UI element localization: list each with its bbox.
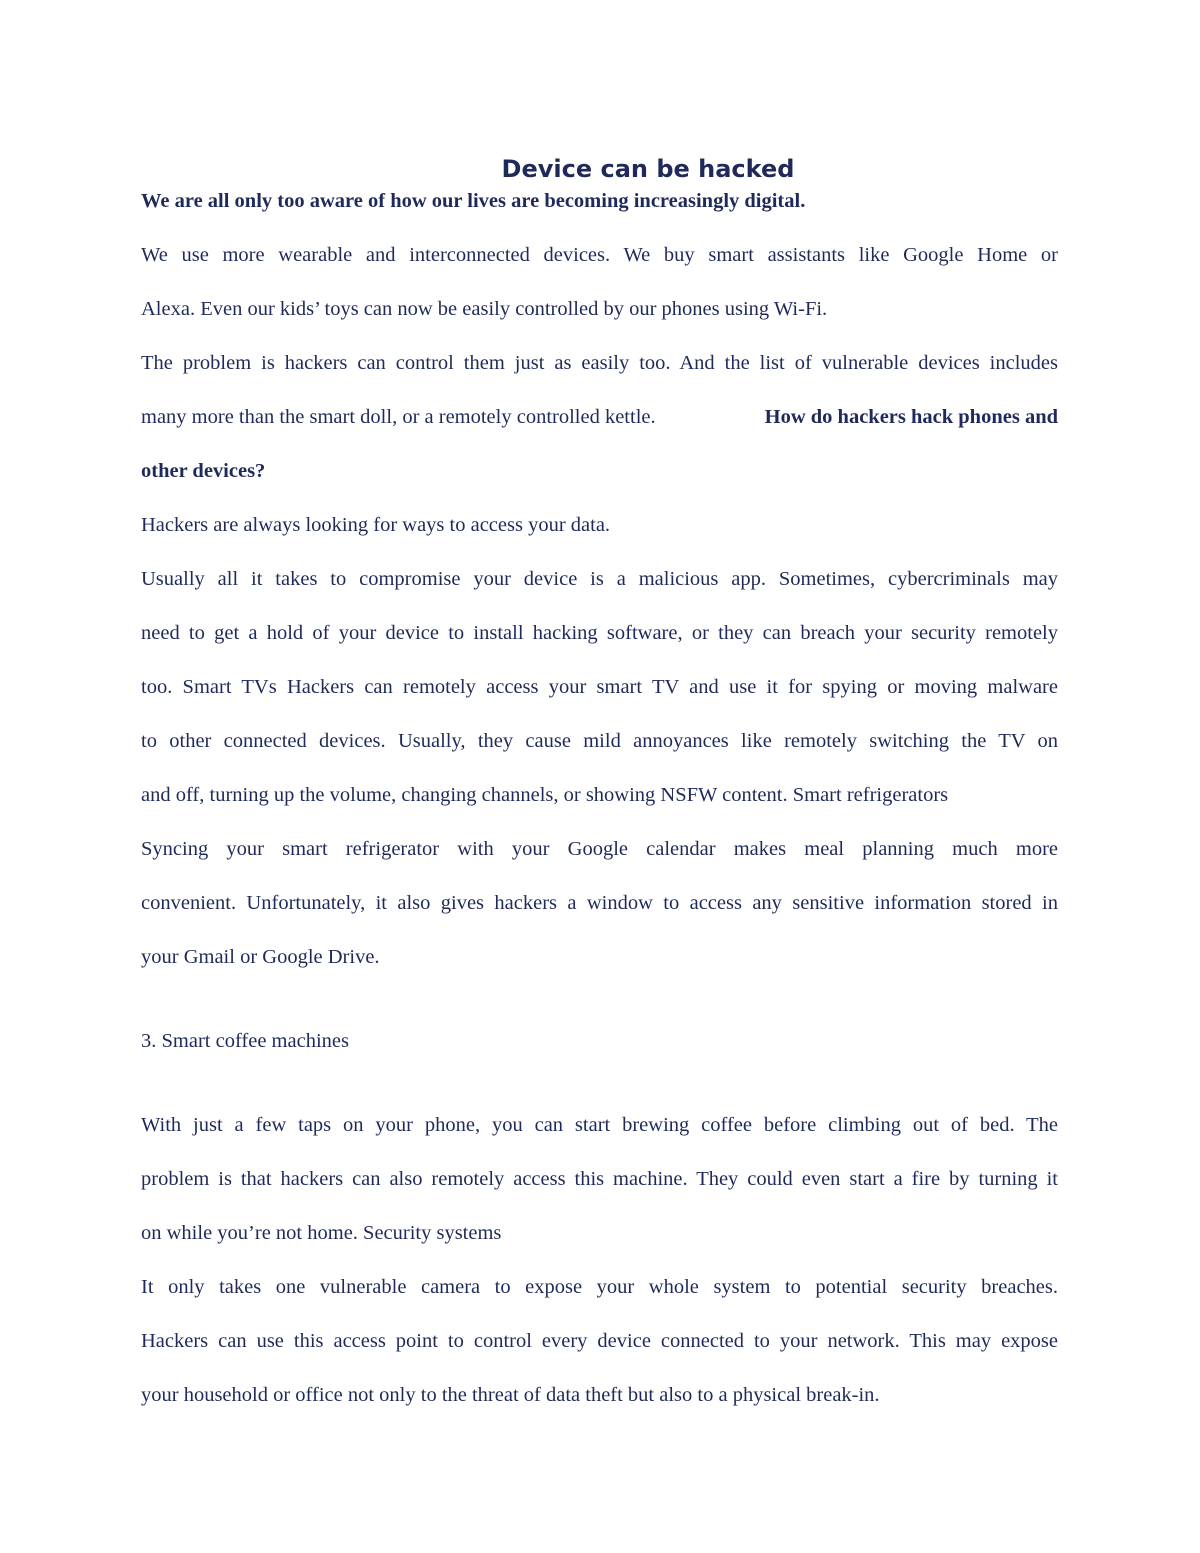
paragraph-line: Usually all it takes to compromise your device is a malicious app. Sometimes, cybercriminals may [141,568,1058,590]
paragraph-line: problem is that hackers can also remotely access this machine. They could even start a fire by turning it [141,1168,1058,1190]
section-heading-coffee-machines: 3. Smart coffee machines [141,1030,349,1052]
intro-bold-line: We are all only too aware of how our lives are becoming increasingly digital. [141,190,806,212]
paragraph-line: Hackers can use this access point to control every device connected to your network. This may expose [141,1330,1058,1352]
paragraph-line: many more than the smart doll, or a remotely controlled kettle. [141,406,656,428]
paragraph-line: on while you’re not home. Security systems [141,1222,502,1244]
paragraph-line: Hackers are always looking for ways to access your data. [141,514,611,536]
paragraph-line: to other connected devices. Usually, they cause mild annoyances like remotely switching the TV on [141,730,1058,752]
paragraph-line: It only takes one vulnerable camera to expose your whole system to potential security breaches. [141,1276,1058,1298]
paragraph-line: The problem is hackers can control them just as easily too. And the list of vulnerable devices includes [141,352,1058,374]
question-heading-part-1: How do hackers hack phones and [764,406,1058,428]
document-title: Device can be hacked [501,155,795,183]
paragraph-line: convenient. Unfortunately, it also gives hackers a window to access any sensitive information stored in [141,892,1058,914]
paragraph-line: need to get a hold of your device to install hacking software, or they can breach your security remotely [141,622,1058,644]
paragraph-line: your Gmail or Google Drive. [141,946,380,968]
paragraph-line: Syncing your smart refrigerator with your Google calendar makes meal planning much more [141,838,1058,860]
paragraph-line: We use more wearable and interconnected devices. We buy smart assistants like Google Home or [141,244,1058,266]
paragraph-line: Alexa. Even our kids’ toys can now be easily controlled by our phones using Wi-Fi. [141,298,828,320]
paragraph-line: too. Smart TVs Hackers can remotely access your smart TV and use it for spying or moving malware [141,676,1058,698]
paragraph-line: With just a few taps on your phone, you can start brewing coffee before climbing out of bed. The [141,1114,1058,1136]
question-heading-part-2: other devices? [141,460,266,482]
paragraph-line: your household or office not only to the threat of data theft but also to a physical break-in. [141,1384,880,1406]
paragraph-line: and off, turning up the volume, changing channels, or showing NSFW content. Smart refrigerators [141,784,949,806]
